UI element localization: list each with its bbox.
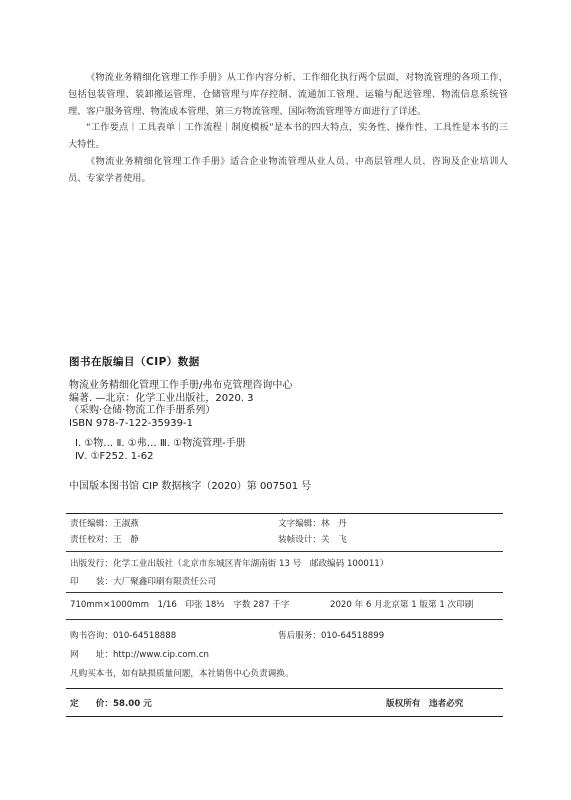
printer-row (70, 575, 216, 587)
service-hotline: 售后服务：010-64518899 (278, 631, 385, 641)
divider (66, 619, 503, 620)
description-paragraph-3: 《物流业务精细化管理工作手册》适合企业物流管理从业人员、中高层管理人员、咨询及企业培训人员、专家学者使用。 (68, 155, 508, 184)
publisher-value: 化学工业出版社（北京市东城区青年湖南街 13 号 邮政编码 100011） (112, 559, 389, 569)
cip-heading: 图书在版编目（CIP）数据 (69, 356, 200, 368)
cip-line-series: （采购·仓储·物流工作手册系列） (69, 405, 216, 416)
divider (66, 688, 503, 689)
website-label: 网 址： (70, 650, 113, 660)
cip-index-line-1: Ⅰ. ①物… Ⅱ. ①弗… Ⅲ. ①物流管理-手册 (75, 438, 246, 449)
divider (66, 592, 503, 593)
price-label: 定 价： (70, 699, 113, 709)
cip-line-isbn: ISBN 978-7-122-35939-1 (69, 417, 193, 429)
proofreader-credit: 责任校对：王 静 (70, 535, 139, 545)
cip-number: 中国版本图书馆 CIP 数据核字（2020）第 007501 号 (69, 481, 312, 492)
divider (66, 551, 503, 552)
print-specs: 710mm×1000mm 1/16 印张 18½ 字数 287 千字 (70, 600, 290, 610)
printer-label: 印 装： (70, 577, 113, 587)
text-editor-credit: 文字编辑：林 丹 (278, 519, 347, 529)
description-paragraph-1: 《物流业务精细化管理工作手册》从工作内容分析、工作细化执行两个层面，对物流管理的各项工作，包括包装管理、装卸搬运管理、仓储管理与库存控制、流通加工管理、运输与配送管理、物流信息系统管理、客户服务管理、物流成本管理、第三方物流管理、国际物流管理等方面进行了详述。 (68, 72, 508, 117)
price-row (70, 697, 152, 709)
cip-line-title: 物流业务精细化管理工作手册/弗布克管理咨询中心 (69, 380, 293, 391)
printer-value: 大厂聚鑫印刷有限责任公司 (112, 577, 217, 587)
copyright-notice: 版权所有 违者必究 (386, 699, 464, 709)
editor-credit: 责任编辑：王淑燕 (70, 519, 139, 529)
book-description (68, 70, 508, 188)
cip-line-publisher: 编著. —北京：化学工业出版社，2020. 3 (69, 392, 254, 404)
replacement-notice: 凡购买本书，如有缺损质量问题，本社销售中心负责调换。 (70, 669, 294, 679)
designer-credit: 装帧设计：关 飞 (278, 535, 347, 545)
edition-info: 2020 年 6 月北京第 1 版第 1 次印刷 (330, 600, 474, 610)
purchase-hotline: 购书咨询：010-64518888 (70, 631, 177, 641)
divider (66, 513, 503, 514)
website-row (70, 648, 209, 660)
publisher-row (70, 557, 388, 569)
cip-index-line-2: Ⅳ. ①F252. 1-62 (75, 451, 154, 462)
cip-index (75, 437, 246, 463)
cip-record (69, 380, 292, 430)
website-link[interactable]: http://www.cip.com.cn (112, 650, 209, 660)
price-value: 58.00 元 (112, 699, 152, 709)
publisher-label: 出版发行： (70, 559, 113, 569)
divider (66, 716, 503, 717)
description-paragraph-2: “工作要点｜工具表单｜工作流程｜制度模板”是本书的四大特点，实务性、操作性、工具性是本书的三大特性。 (68, 122, 508, 151)
